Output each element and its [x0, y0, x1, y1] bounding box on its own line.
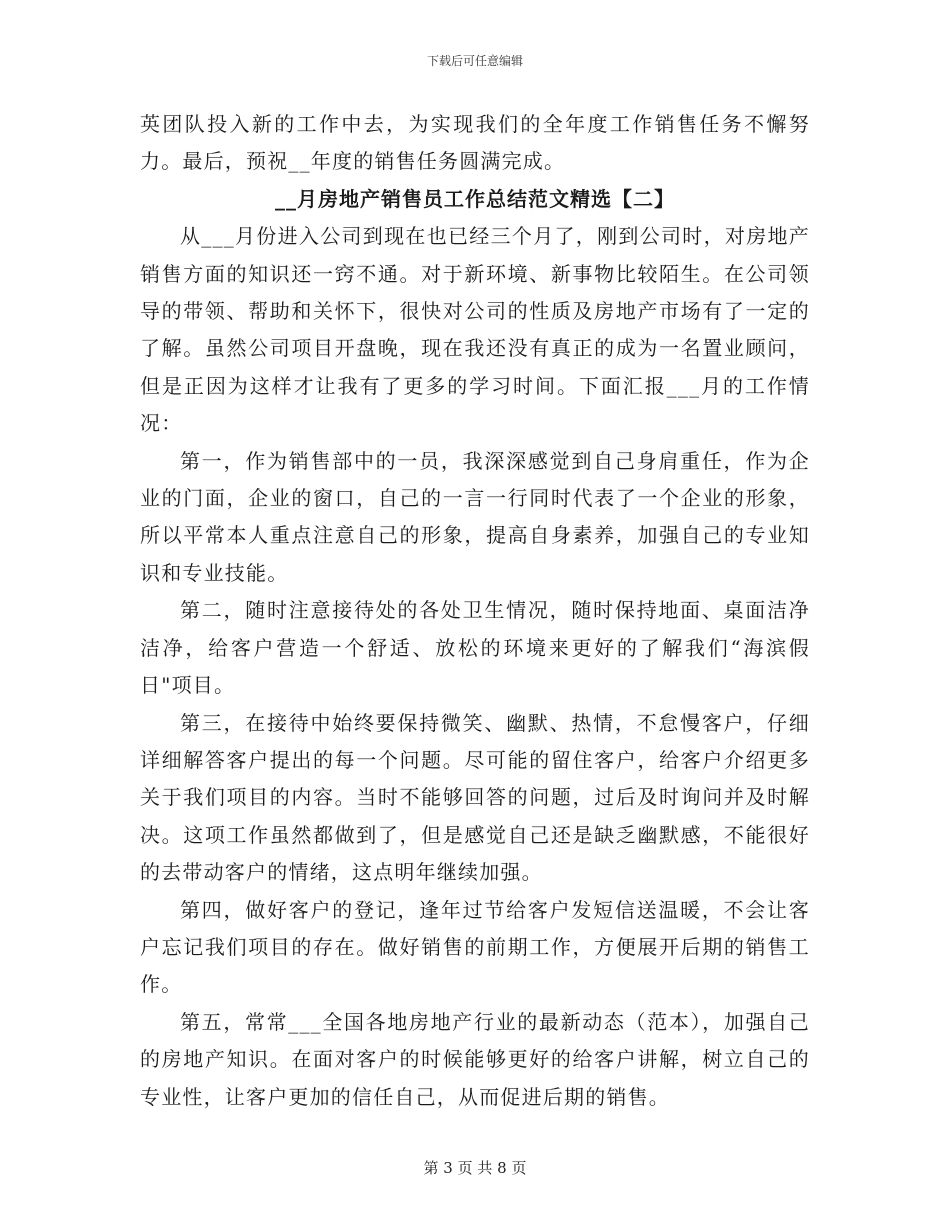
body-paragraph: 第三，在接待中始终要保持微笑、幽默、热情，不怠慢客户，仔细详细解答客户提出的每一个问题。尽可能的留住客户，给客户介绍更多关于我们项目的内容。当时不能够回答的问题，过后及时询问并及时解决。这项工作虽然都做到了，但是感觉自己还是缺乏幽默感，不能很好的去带动客户的情绪，这点明年继续加强。 — [140, 710, 810, 885]
body-paragraph: 第五，常常___全国各地房地产行业的最新动态（范本），加强自己的房地产知识。在面对客户的时候能够更好的给客户讲解，树立自己的专业性，让客户更加的信任自己，从而促进后期的销售。 — [140, 1009, 810, 1109]
page-number: 第 3 页 共 8 页 — [423, 1159, 527, 1177]
body-paragraph: 从___月份进入公司到现在也已经三个月了，刚到公司时，对房地产销售方面的知识还一窍不通。对于新环境、新事物比较陌生。在公司领导的带领、帮助和关怀下，很快对公司的性质及房地产市场有了一定的了解。虽然公司项目开盘晚，现在我还没有真正的成为一名置业顾问，但是正因为这样才让我有了更多的学习时间。下面汇报___月的工作情况： — [140, 224, 810, 436]
body-paragraph: 第四，做好客户的登记，逢年过节给客户发短信送温暖，不会让客户忘记我们项目的存在。做好销售的前期工作，方便展开后期的销售工作。 — [140, 897, 810, 997]
intro-paragraph: 英团队投入新的工作中去，为实现我们的全年度工作销售任务不懈努力。最后，预祝__年度的销售任务圆满完成。 — [140, 112, 810, 174]
body-paragraph: 第二，随时注意接待处的各处卫生情况，随时保持地面、桌面洁净洁净，给客户营造一个舒适、放松的环境来更好的了解我们“海滨假日"项目。 — [140, 598, 810, 698]
document-body — [140, 106, 810, 1116]
body-paragraph: 第一，作为销售部中的一员，我深深感觉到自己身肩重任，作为企业的门面，企业的窗口，自己的一言一行同时代表了一个企业的形象，所以平常本人重点注意自己的形象，提高自身素养，加强自己的专业知识和专业技能。 — [140, 448, 810, 585]
page-header: 下载后可任意编辑 — [426, 54, 523, 68]
section-title: __月房地产销售员工作总结范文精选【二】 — [275, 186, 675, 211]
